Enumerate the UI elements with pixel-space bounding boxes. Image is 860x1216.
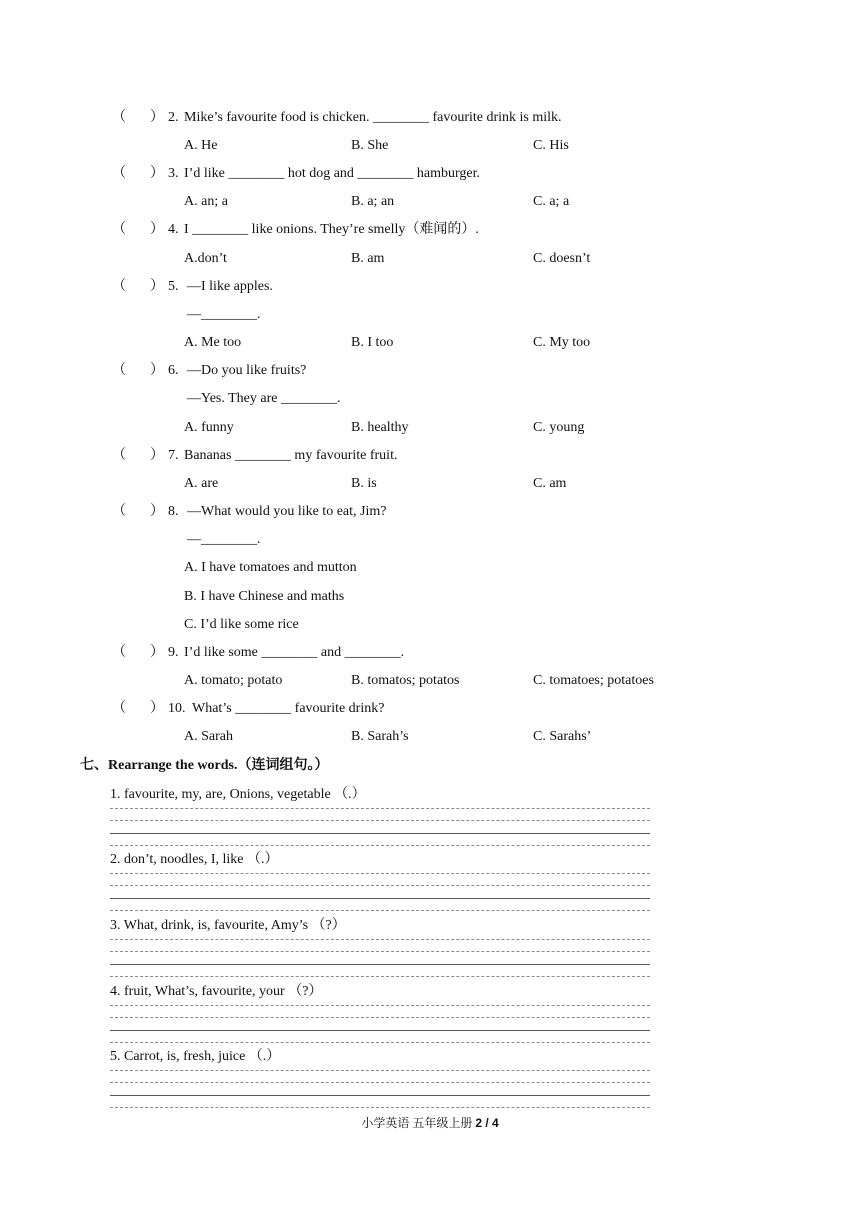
question-number: 6. [168,363,179,378]
question-text: I’d like some ________ and ________. [184,645,405,660]
writing-line[interactable] [110,1095,650,1096]
question-number: 5. [168,279,179,294]
rearrange-prompt: 2. don’t, noodles, I, like （.） [110,852,279,867]
answer-paren-close: ） [150,504,164,519]
option-b[interactable]: B. tomatos; potatos [351,673,460,688]
option-c[interactable]: C. Sarahs’ [533,729,592,744]
rearrange-prompt: 1. favourite, my, are, Onions, vegetable （.） [110,787,366,802]
writing-line[interactable] [110,808,650,809]
answer-paren-open[interactable]: （ [112,701,126,716]
answer-paren-open[interactable]: （ [112,110,126,125]
option-a[interactable]: A. Me too [184,335,242,350]
option-c[interactable]: C. His [533,138,569,153]
option-a[interactable]: A. are [184,476,219,491]
question-number: 2. [168,110,179,125]
option-b[interactable]: B. She [351,138,389,153]
section-title: Rearrange the words. [108,758,238,773]
option-a[interactable]: A. tomato; potato [184,673,283,688]
writing-line[interactable] [110,939,650,940]
dialogue-line-2: —Yes. They are ________. [187,391,341,406]
answer-paren-open[interactable]: （ [112,363,126,378]
answer-paren-open[interactable]: （ [112,166,126,181]
writing-line[interactable] [110,964,650,965]
page-footer [0,1114,860,1131]
answer-paren-close: ） [150,279,164,294]
option-a[interactable]: A. He [184,138,218,153]
answer-paren-open[interactable]: （ [112,645,126,660]
option-a[interactable]: A.don’t [184,251,227,266]
question-number: 9. [168,645,179,660]
option-c[interactable]: C. doesn’t [533,251,591,266]
writing-line[interactable] [110,951,650,952]
question-text: I ________ like onions. They’re smelly（难闻的）. [184,222,479,237]
writing-line[interactable] [110,885,650,886]
page-number: 2 / 4 [475,1116,499,1130]
writing-line[interactable] [110,898,650,899]
question-text: Mike’s favourite food is chicken. ________ favourite drink is milk. [184,110,562,125]
writing-line[interactable] [110,1082,650,1083]
writing-line[interactable] [110,1107,650,1108]
option-b[interactable]: B. a; an [351,194,395,209]
option-b[interactable]: B. I have Chinese and maths [184,589,345,604]
writing-line[interactable] [110,976,650,977]
option-b[interactable]: B. am [351,251,385,266]
writing-line[interactable] [110,1017,650,1018]
option-c[interactable]: C. My too [533,335,591,350]
writing-line[interactable] [110,1005,650,1006]
writing-line[interactable] [110,820,650,821]
option-a[interactable]: A. Sarah [184,729,233,744]
footer-course: 小学英语 五年级上册 [361,1116,476,1130]
option-a[interactable]: A. an; a [184,194,228,209]
writing-line[interactable] [110,845,650,846]
section-title-cn: （连词组句。） [237,758,329,773]
section-7-heading [80,757,328,775]
option-a[interactable]: A. funny [184,420,234,435]
rearrange-prompt: 5. Carrot, is, fresh, juice （.） [110,1049,281,1064]
writing-line[interactable] [110,873,650,874]
answer-paren-close: ） [150,645,164,660]
writing-line[interactable] [110,1042,650,1043]
option-b[interactable]: B. healthy [351,420,409,435]
question-text: Bananas ________ my favourite fruit. [184,448,398,463]
answer-paren-open[interactable]: （ [112,504,126,519]
writing-line[interactable] [110,833,650,834]
option-a[interactable]: A. I have tomatoes and mutton [184,560,357,575]
option-c[interactable]: C. tomatoes; potatoes [533,673,654,688]
answer-paren-open[interactable]: （ [112,222,126,237]
question-number: 4. [168,222,179,237]
section-number: 七、 [80,758,108,773]
option-b[interactable]: B. I too [351,335,394,350]
answer-paren-close: ） [150,166,164,181]
answer-paren-close: ） [150,701,164,716]
option-b[interactable]: B. Sarah’s [351,729,409,744]
dialogue-line-1: —I like apples. [187,279,273,294]
dialogue-line-2: —________. [187,532,261,547]
question-number: 10. [168,701,186,716]
writing-line[interactable] [110,1030,650,1031]
rearrange-prompt: 4. fruit, What’s, favourite, your （?） [110,984,323,999]
dialogue-line-1: —Do you like fruits? [187,363,307,378]
dialogue-line-1: —What would you like to eat, Jim? [187,504,387,519]
writing-line[interactable] [110,1070,650,1071]
option-c[interactable]: C. young [533,420,585,435]
answer-paren-open[interactable]: （ [112,448,126,463]
answer-paren-close: ） [150,448,164,463]
question-text: I’d like ________ hot dog and ________ hamburger. [184,166,481,181]
option-c[interactable]: C. am [533,476,567,491]
answer-paren-close: ） [150,363,164,378]
question-number: 7. [168,448,179,463]
option-b[interactable]: B. is [351,476,377,491]
answer-paren-close: ） [150,222,164,237]
question-text: What’s ________ favourite drink? [192,701,385,716]
question-number: 3. [168,166,179,181]
rearrange-prompt: 3. What, drink, is, favourite, Amy’s （?） [110,918,346,933]
answer-paren-open[interactable]: （ [112,279,126,294]
answer-paren-close: ） [150,110,164,125]
option-c[interactable]: C. I’d like some rice [184,617,299,632]
question-number: 8. [168,504,179,519]
writing-line[interactable] [110,910,650,911]
dialogue-line-2: —________. [187,307,261,322]
option-c[interactable]: C. a; a [533,194,570,209]
